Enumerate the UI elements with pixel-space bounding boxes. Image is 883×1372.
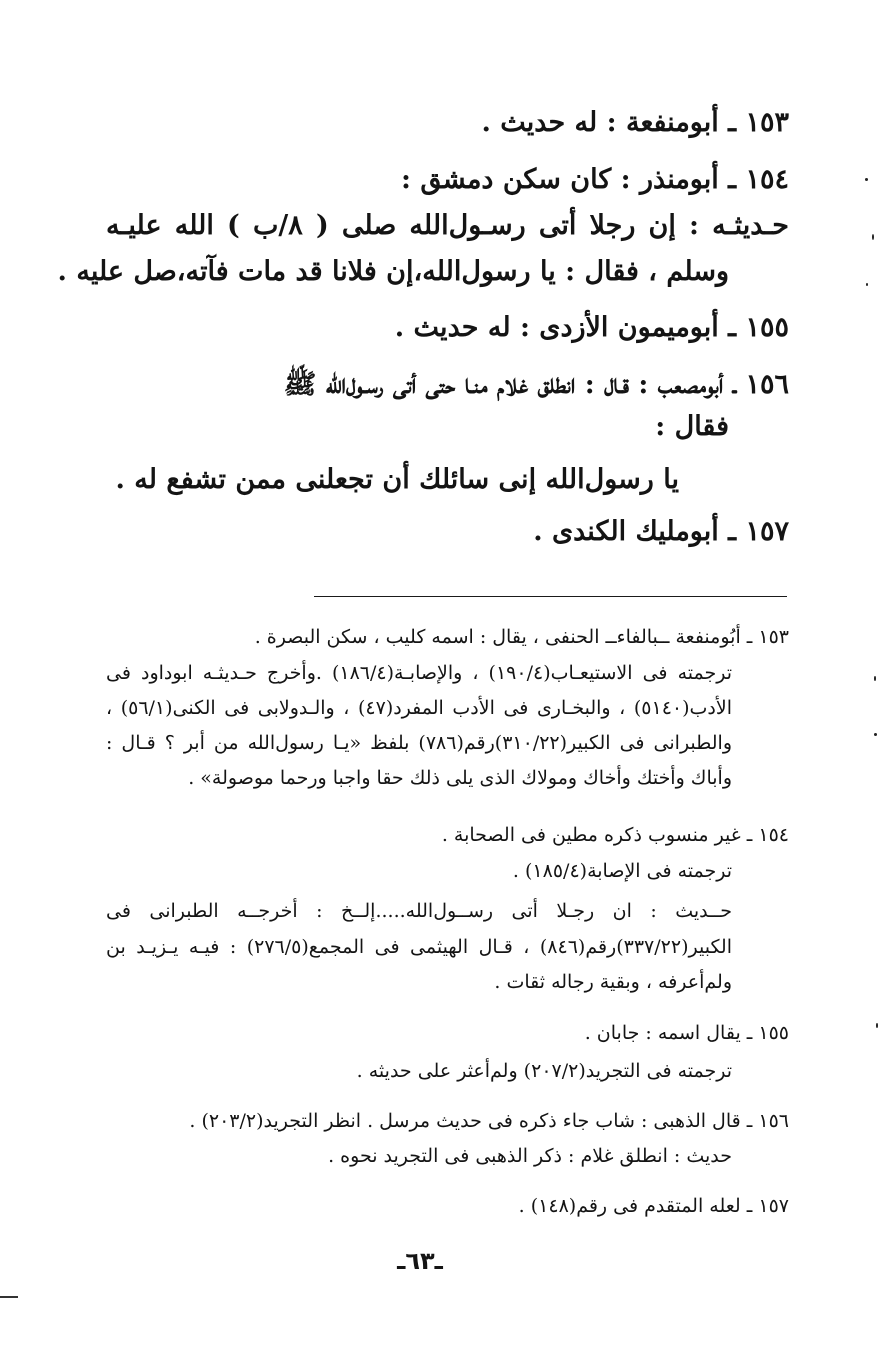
scan-speck — [874, 733, 877, 736]
page-number: ـ٦٣ـ — [397, 1247, 443, 1275]
footnote-154-line-5: ولم‌أعرفه ، وبقية رجاله ثقات . — [494, 971, 732, 993]
entry-156-line-3: يا رسول‌الله إنى سائلك أن تجعلنى ممن تشفع له . — [115, 464, 679, 495]
scan-speck — [876, 1023, 878, 1028]
entry-155: ١٥٥ ـ أبوميمون الأزدى : له حديث . — [394, 312, 789, 343]
footnote-156-line-2: حديث : انطلق غلام : ذكر الذهبى فى التجريد نحوه . — [328, 1145, 732, 1167]
footnote-154-line-2: ترجمته فى الإصابة(١٨٥/٤) . — [512, 860, 732, 882]
entry-154-title: ١٥٤ ـ أبومنذر : كان سكن دمشق : — [400, 164, 789, 195]
footnote-154-line-4: الكبير(٣٣٧/٢٢)رقم(٨٤٦) ، قـال الهيثمى فى المجمع(٢٧٦/٥) : فيـه يـزيـد بن — [106, 936, 732, 958]
footnote-153-line-2: ترجمته فى الاستيعـاب(١٩٠/٤) ، والإصابـة(١٨٦/٤) .وأخرج حـديثـه ابوداود فى — [106, 662, 732, 684]
entry-154-hadith-line-2: وسلم ، فقال : يا رسول‌الله،إن فلانا قد مات فآته،صل عليه . — [57, 256, 729, 287]
footnote-153-line-1: ١٥٣ ـ أبُومنفعة ــبالفاءــ الحنفى ، يقال : اسمه كليب ، سكن البصرة . — [254, 626, 789, 648]
entry-154-hadith-line-1: حـديثـه : إن رجلا أتى رسـول‌الله صلى ( ٨/ب ) الله عليـه — [106, 210, 789, 241]
footnote-156-line-1: ١٥٦ ـ قال الذهبى : شاب جاء ذكره فى حديث مرسل . انظر التجريد(٢٠٣/٢) . — [189, 1110, 789, 1132]
footnote-155-line-1: ١٥٥ ـ يقال اسمه : جابان . — [584, 1022, 789, 1044]
entry-156-line-1: ١٥٦ ـ أبومصعب : قـال : انطلق غلام منـا حتى أتى رسـول‌الله ﷺ — [283, 369, 789, 400]
scan-speck — [872, 234, 874, 240]
footnote-separator — [314, 596, 787, 597]
footnote-153-line-5: وأباك وأختك وأخاك ومولاك الذى يلى ذلك حقا واجبا ورحما موصولة» . — [188, 767, 732, 789]
scan-speck — [874, 676, 876, 681]
entry-157: ١٥٧ ـ أبومليك الكندى . — [533, 516, 789, 547]
footnote-157-line-1: ١٥٧ ـ لعله المتقدم فى رقم(١٤٨) . — [518, 1195, 789, 1217]
footnote-154-line-3: حــديث : ان رجـلا أتى رســول‌الله.....إلــخ : أخرجــه الطبرانى فى — [106, 900, 732, 922]
entry-153: ١٥٣ ـ أبومنفعة : له حديث . — [481, 107, 789, 138]
footnote-153-line-4: والطبرانى فى الكبير(٣١٠/٢٢)رقم(٧٨٦) بلفظ «يـا رسول‌الله من أبر ؟ قـال : — [106, 732, 732, 754]
scan-margin-mark — [0, 1296, 18, 1298]
footnote-154-line-1: ١٥٤ ـ غير منسوب ذكره مطين فى الصحابة . — [441, 824, 789, 846]
scan-speck — [865, 178, 868, 181]
entry-156-line-2: فقال : — [655, 411, 729, 442]
scan-speck — [866, 283, 868, 286]
footnote-155-line-2: ترجمته فى التجريد(٢٠٧/٢) ولم‌أعثر على حديثه . — [356, 1060, 732, 1082]
footnote-153-line-3: الأدب(٥١٤٠) ، والبخـارى فى الأدب المفرد(٤٧) ، والـدولابى فى الكنى(٥٦/١) ، — [106, 697, 732, 719]
